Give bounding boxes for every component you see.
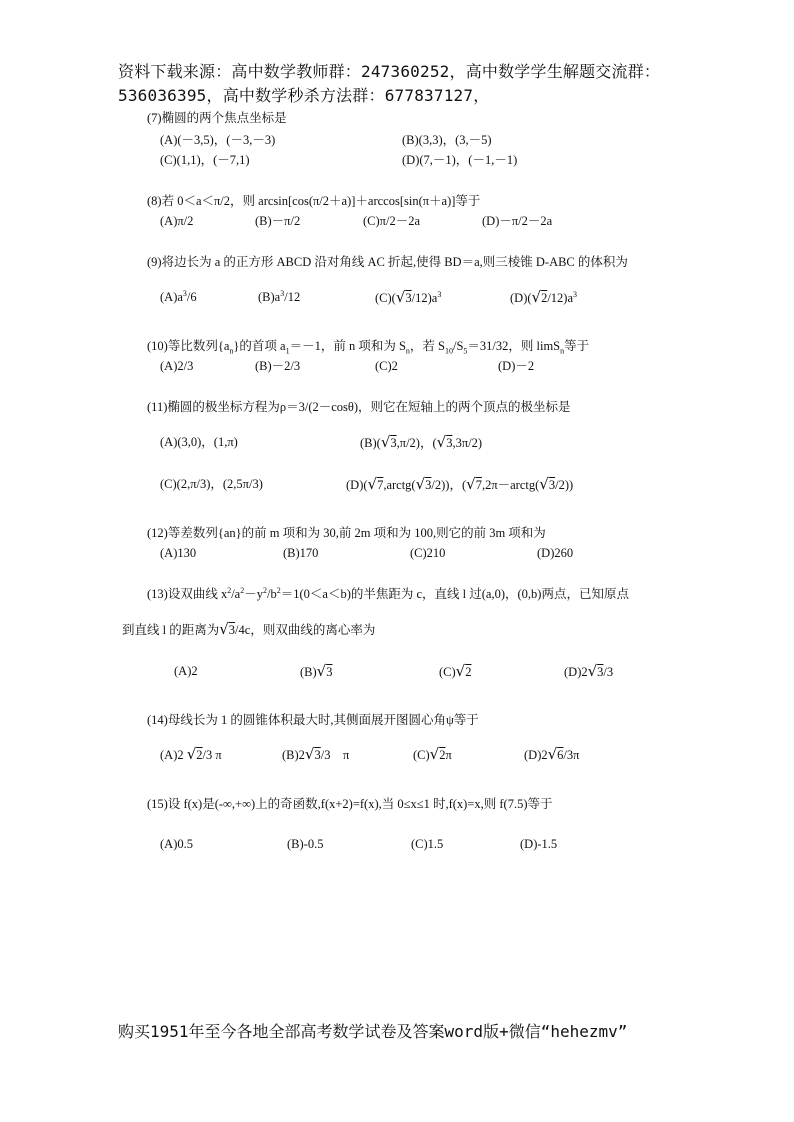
question-15-option-d: (D)-1.5: [520, 837, 558, 851]
question-14-option-d: (D)2√6/3π: [524, 745, 580, 763]
question-12-option-a: (A)130: [160, 546, 197, 560]
sqrt-icon: √: [539, 475, 549, 493]
question-13-option-b: (B)√3: [300, 662, 333, 680]
sqrt-icon: √: [380, 433, 391, 451]
question-9-option-d: $(D)(√2/12)a^3$: [510, 288, 578, 306]
header-line-1: 资料下载来源：高中数学教师群：247360252，高中数学学生解题交流群：: [118, 62, 661, 81]
question-9-option-b: $(B)a^3/12$: [258, 288, 301, 304]
question-10-option-b: (B)－2/3: [255, 359, 301, 373]
question-9-option-c: $(C)(√3/12)a^3$: [375, 288, 442, 306]
sqrt-icon: √: [466, 475, 476, 493]
sqrt-icon: √: [587, 662, 598, 680]
sqrt-icon: √: [186, 745, 197, 763]
question-10-option-c: (C)2: [375, 359, 398, 373]
question-8-option-d: (D)－π/2－2a: [482, 214, 553, 228]
sqrt-icon: √: [429, 745, 440, 763]
sqrt-icon: √: [316, 662, 327, 680]
question-12-option-d: (D)260: [537, 546, 574, 560]
question-12-option-c: (C)210: [410, 546, 446, 560]
question-12-stem: (12)等差数列{an}的前 m 项和为 30,前 2m 项和为 100,则它的前 3m 项和为: [147, 526, 546, 540]
question-11-option-c: (C)(2,π/3)，(2,5π/3): [160, 477, 263, 491]
footer-advert: 购买1951年至今各地全部高考数学试卷及答案word版+微信“hehezmv”: [118, 1022, 628, 1041]
question-15-stem: (15)设 f(x)是(-∞,+∞)上的奇函数,f(x+2)=f(x),当 0≤x≤1 时,f(x)=x,则 f(7.5)等于: [147, 797, 553, 811]
question-14-stem: (14)母线长为 1 的圆锥体积最大时,其侧面展开图圆心角ψ等于: [147, 713, 479, 727]
question-11-stem: (11)椭圆的极坐标方程为ρ＝3/(2－cosθ)，则它在短轴上的两个顶点的极坐标是: [147, 400, 571, 414]
question-7-option-b: (B)(3,3)，(3,－5): [402, 133, 492, 147]
question-14-option-c: (C)√2π: [413, 745, 452, 763]
question-13-option-c: (C)√2: [439, 662, 472, 680]
question-14-option-b: (B)2√3/3 π: [282, 745, 350, 763]
question-13-stem: (13)设双曲线 $x^2/a^2-y^2/b^2=1(0<a<b)$的半焦距为 c，直线 l 过(a,0)，(0,b)两点，已知原点: [147, 585, 629, 601]
question-9-option-a: $(A)a^3/6$: [160, 288, 197, 304]
question-11-option-d: (D)(√7,arctg(√3/2))，(√7,2π－arctg(√3/2)): [346, 475, 574, 493]
question-8-option-a: (A)π/2: [160, 214, 194, 228]
sqrt-icon: √: [395, 288, 406, 306]
question-8-option-c: (C)π/2－2a: [363, 214, 420, 228]
sqrt-icon: √: [531, 288, 542, 306]
question-12-option-b: (B)170: [283, 546, 319, 560]
question-13-stem-line-2: 到直线 l 的距离为√3/4c，则双曲线的离心率为: [122, 620, 376, 638]
sqrt-icon: √: [367, 475, 378, 493]
question-10-option-a: (A)2/3: [160, 359, 194, 373]
question-7-option-d: (D)(7,－1)，(－1,－1): [402, 153, 518, 167]
question-15-option-b: (B)-0.5: [287, 837, 324, 851]
question-9-stem: (9)将边长为 a 的正方形 ABCD 沿对角线 AC 折起,使得 BD＝a,则三棱锥 D-ABC 的体积为: [147, 255, 628, 269]
question-7-option-a: (A)(－3,5)，(－3,－3): [160, 133, 276, 147]
sqrt-icon: √: [547, 745, 558, 763]
sqrt-icon: √: [455, 662, 466, 680]
question-14-option-a: (A)2 √2/3 π: [160, 745, 222, 763]
question-8-stem: (8)若 0＜a＜π/2，则 arcsin[cos(π/2＋a)]＋arccos[sin(π＋a)]等于: [147, 194, 481, 208]
question-11-option-b: (B)(√3,π/2)，(√3,3π/2): [360, 433, 483, 451]
question-8-option-b: (B)－π/2: [255, 214, 301, 228]
question-7-stem: (7)椭圆的两个焦点坐标是: [147, 111, 287, 125]
sqrt-icon: √: [436, 433, 447, 451]
question-10-stem: (10)等比数列$\{a_n\}$的首项 $a_1=-1$，前 n 项和为 $S_n$，若 $S_{10}/S_5=31/32$，则 limS$_n$等于: [147, 339, 590, 356]
question-7-option-c: (C)(1,1)，(－7,1): [160, 153, 250, 167]
question-13-option-d: (D)2√3/3: [564, 662, 614, 680]
question-13-option-a: (A)2: [174, 664, 198, 678]
sqrt-icon: √: [219, 620, 229, 638]
question-10-option-d: (D)－2: [498, 359, 535, 373]
question-15-option-c: (C)1.5: [411, 837, 444, 851]
sqrt-icon: √: [415, 475, 426, 493]
question-15-option-a: (A)0.5: [160, 837, 193, 851]
sqrt-icon: √: [304, 745, 315, 763]
header-line-2: 536036395，高中数学秒杀方法群：677837127，: [118, 86, 490, 105]
question-11-option-a: (A)(3,0)，(1,π): [160, 435, 238, 449]
